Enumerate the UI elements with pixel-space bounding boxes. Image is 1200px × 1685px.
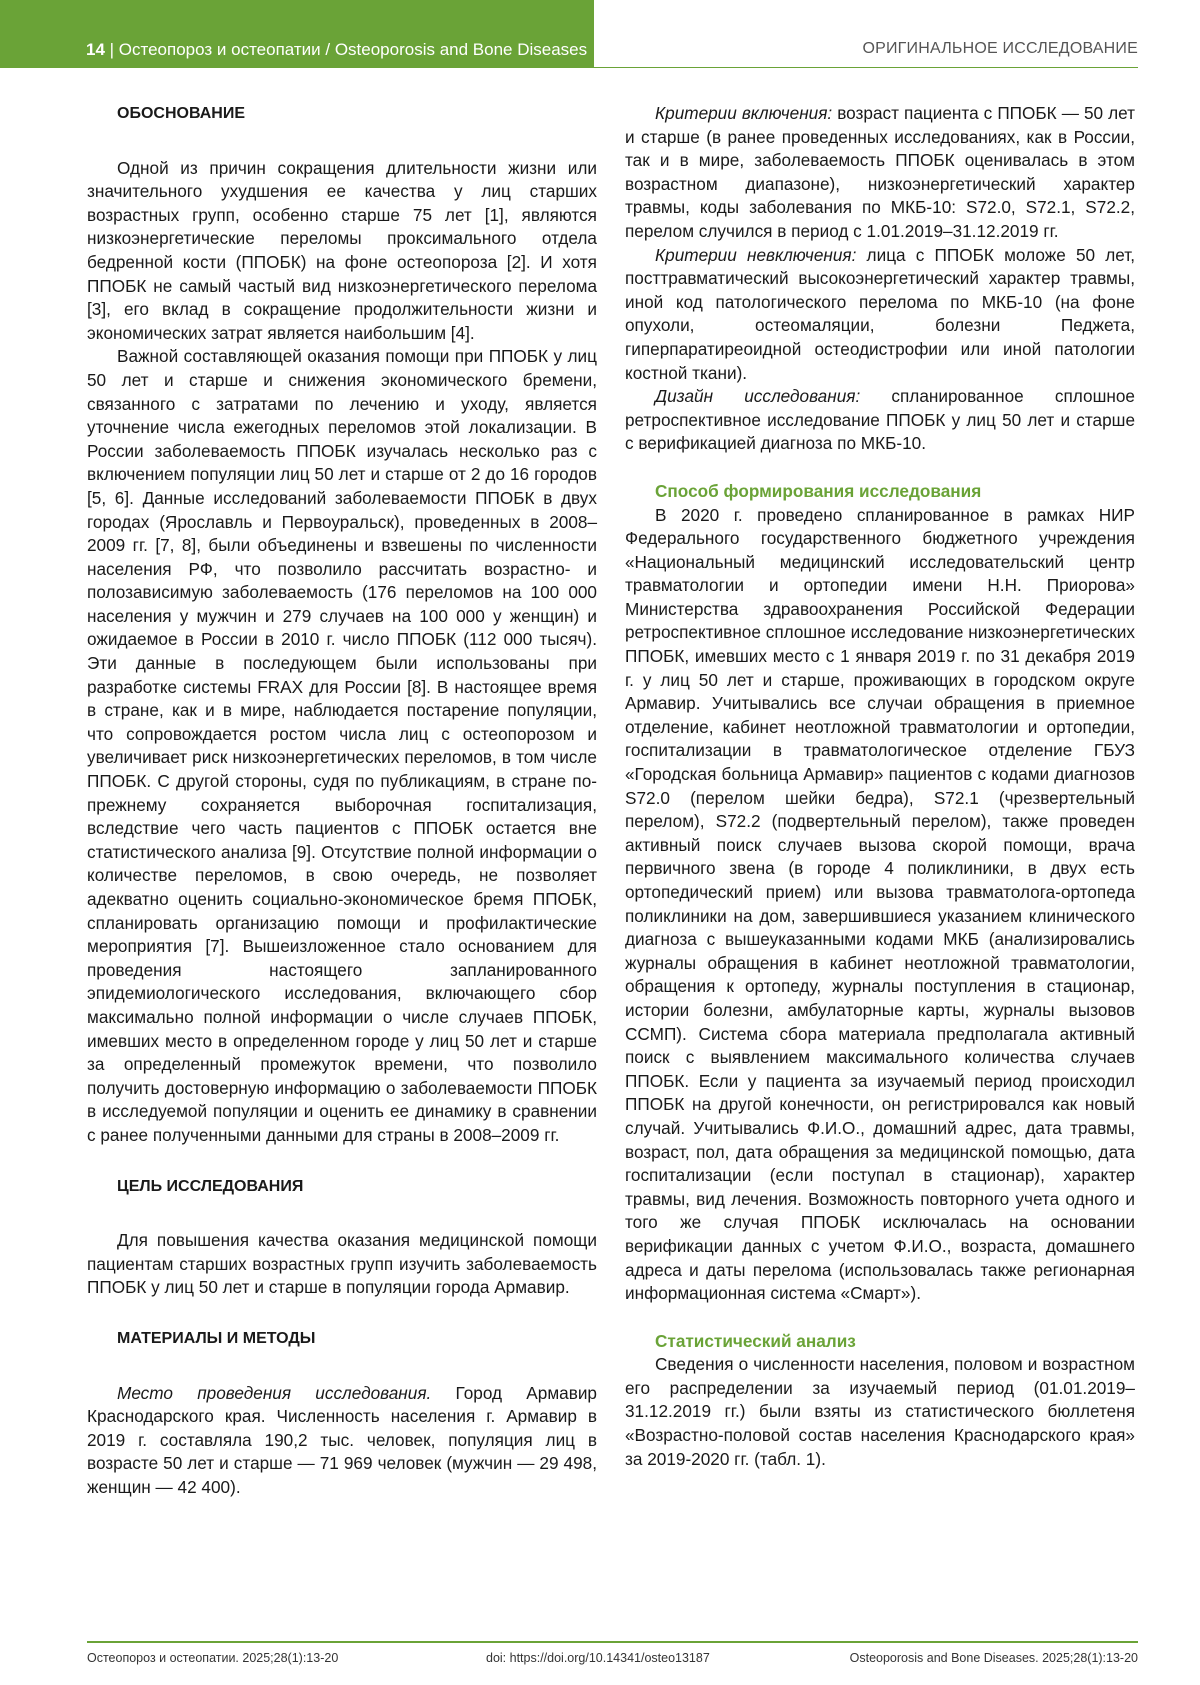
header-rule: [594, 67, 1138, 68]
subheading-statistics: Статистический анализ: [655, 1330, 856, 1351]
heading-background: ОБОСНОВАНИЕ: [117, 105, 245, 122]
section-label: ОРИГИНАЛЬНОЕ ИССЛЕДОВАНИЕ: [862, 40, 1138, 57]
footer-citation-en: Osteoporosis and Bone Diseases. 2025;28(1):13-20: [849, 1651, 1138, 1665]
page-number: 14: [86, 40, 105, 59]
paragraph: Сведения о численности населения, половом и возрастном его распределении за изучаемый период (01.01.2019–31.12.2019 гг.) были взяты из статистического бюллетеня «Возрастно-половой состав населения Краснодарского края» за 2019-2020 гг. (табл. 1).: [625, 1354, 1135, 1469]
paragraph: Важной составляющей оказания помощи при ППОБК у лиц 50 лет и старше и снижения экономического бремени, связанного с затратами по лечению и уходу, является уточнение числа ежегодных переломов этой локализации. В России заболеваемость ППОБК изучалась несколько раз с включением популяции лиц 50 лет и старше от 2 до 16 городов [5, 6]. Данные исследований заболеваемости ППОБК в двух городах (Ярославль и Первоуральск), проведенных в 2008–2009 гг. [7, 8], были объединены и взвешены по численности населения РФ, что позволило рассчитать возрастно- и полозависимую заболеваемость (176 переломов на 100 000 населения у мужчин и 279 случаев на 100 000 у женщин) и ожидаемое в России в 2010 г. число ППОБК (112 000 тысяч). Эти данные в последующем были использованы при разработке системы FRAX для России [8]. В настоящее время в стране, как и в мире, наблюдается постарение популяции, что сопровождается ростом числа лиц с остеопорозом и увеличивает риск низкоэнергетических переломов, в том числе ППОБК. С другой стороны, судя по публикациям, в стране по-прежнему сохраняется выборочная госпитализация, вследствие чего часть пациентов с ППОБК остается вне статистического анализа [9]. Отсутствие полной информации о количестве переломов, в свою очередь, не позволяет адекватно оценить социально-экономическое бремя ППОБК, спланировать организацию помощи и профилактические мероприятия [7]. Вышеизложенное стало основанием для проведения настоящего запланированного эпидемиологического исследования, включающего сбор максимально полной информации о числе случаев ППОБК, имевших место в определенном городе у лиц 50 лет и старше за определенный промежуток времени, что позволило получить достоверную информацию о заболеваемости ППОБК в исследуемой популяции и оценить ее динамику в сравнении с ранее полученными данными для страны в 2008–2009 гг.: [87, 346, 597, 1145]
paragraph: Место проведения исследования. Город Армавир Краснодарского края. Численность населения г. Армавир в 2019 г. составляла 190,2 тыс. человек, популяция лиц в возрасте 50 лет и старше — 71 969 человек (мужчин — 29 498, женщин — 42 400).: [87, 1382, 597, 1497]
lead-in: Критерии невключения:: [655, 244, 857, 265]
heading-methods: МАТЕРИАЛЫ И МЕТОДЫ: [117, 1329, 316, 1347]
paragraph: Для повышения качества оказания медицинской помощи пациентам старших возрастных групп изучить заболеваемость ППОБК у лиц 50 лет и старше в популяции города Армавир.: [87, 1230, 597, 1298]
running-header: [86, 40, 587, 60]
heading-aim: ЦЕЛЬ ИССЛЕДОВАНИЯ: [117, 1177, 304, 1195]
journal-title: | Остеопороз и остеопатии / Osteoporosis and Bone Diseases: [104, 40, 588, 59]
left-column: [87, 102, 597, 1499]
subheading-study-formation: Способ формирования исследования: [655, 480, 982, 501]
paragraph: Критерии включения: возраст пациента с ППОБК — 50 лет и старше (в ранее проведенных исследованиях, как в России, так и в мире, заболеваемость ППОБК оценивалась в этом возрастном диапазоне), низкоэнергетический характер травмы, коды заболевания по МКБ-10: S72.0, S72.1, S72.2, перелом случился в период с 1.01.2019–31.12.2019 гг.: [625, 103, 1135, 241]
paragraph: Дизайн исследования: спланированное сплошное ретроспективное исследование ППОБК у лиц 50 лет и старше с верификацией диагноза по МКБ-10.: [625, 386, 1135, 454]
right-column: [625, 102, 1135, 1471]
footer-citation-ru: Остеопороз и остеопатии. 2025;28(1):13-20: [87, 1651, 339, 1665]
paragraph: В 2020 г. проведено спланированное в рамках НИР Федерального государственного бюджетного учреждения «Национальный медицинский исследовательский центр травматологии и ортопедии имени Н.Н. Приорова» Министерства здравоохранения Российской Федерации ретроспективное сплошное исследование низкоэнергетических ППОБК, имевших место с 1 января 2019 г. по 31 декабря 2019 г. у лиц 50 лет и старше, проживающих в городском округе Армавир. Учитывались все случаи обращения в приемное отделение, кабинет неотложной травматологии и ортопедии, госпитализации в травматологическое отделение ГБУЗ «Городская больница Армавир» пациентов с кодами диагнозов S72.0 (перелом шейки бедра), S72.1 (чрезвертельный перелом), S72.2 (подвертельный перелом), также проведен активный поиск случаев вызова скорой помощи, врача первичного звена (в городе 4 поликлиники, в двух есть ортопедический прием) или вызова травматолога-ортопеда поликлиники на дом, завершившиеся указанием клинического диагноза с вышеуказанными кодами МКБ (анализировались журналы обращения в кабинет неотложной травматологии, обращения к ортопеду, журналы поступления в стационар, истории болезни, амбулаторные карты, журналы вызовов ССМП). Система сбора материала предполагала активный поиск с выявлением максимального количества случаев ППОБК. Если у пациента за изучаемый период происходил ППОБК на другой конечности, он регистрировался как новый случай. Учитывались Ф.И.О., домашний адрес, дата травмы, возраст, пол, дата обращения за медицинской помощью, дата госпитализации (если поступал в стационар), характер травмы, вид лечения. Возможность повторного учета одного и того же случая ППОБК исключалась на основании верификации данных с учетом Ф.И.О., возраста, домашнего адреса и даты перелома (использовалась также регионарная информационная система «Смарт»).: [625, 504, 1135, 1304]
lead-in: Критерии включения:: [655, 103, 833, 123]
paragraph: Критерии невключения: лица с ППОБК моложе 50 лет, посттравматический высокоэнергетический характер травмы, иной код патологического перелома по МКБ-10 (на фоне опухоли, остеомаляции, болезни Педжета, гиперпаратиреоидной остеодистрофии или иной патологии костной ткани).: [625, 244, 1136, 383]
footer-rule: [87, 1641, 1138, 1643]
footer-doi: doi: https://doi.org/10.14341/osteo13187: [486, 1651, 710, 1665]
lead-in: Дизайн исследования:: [655, 386, 861, 407]
lead-in: Место проведения исследования.: [117, 1382, 432, 1403]
paragraph: Одной из причин сокращения длительности жизни или значительного ухудшения ее качества у лиц старших возрастных групп, особенно старше 75 лет [1], являются низкоэнергетические переломы проксимального отдела бедренной кости (ППОБК) на фоне остеопороза [2]. И хотя ППОБК не самый частый вид низкоэнергетического перелома [3], его вклад в сокращение продолжительности жизни и экономических затрат является наибольшим [4].: [87, 157, 597, 343]
